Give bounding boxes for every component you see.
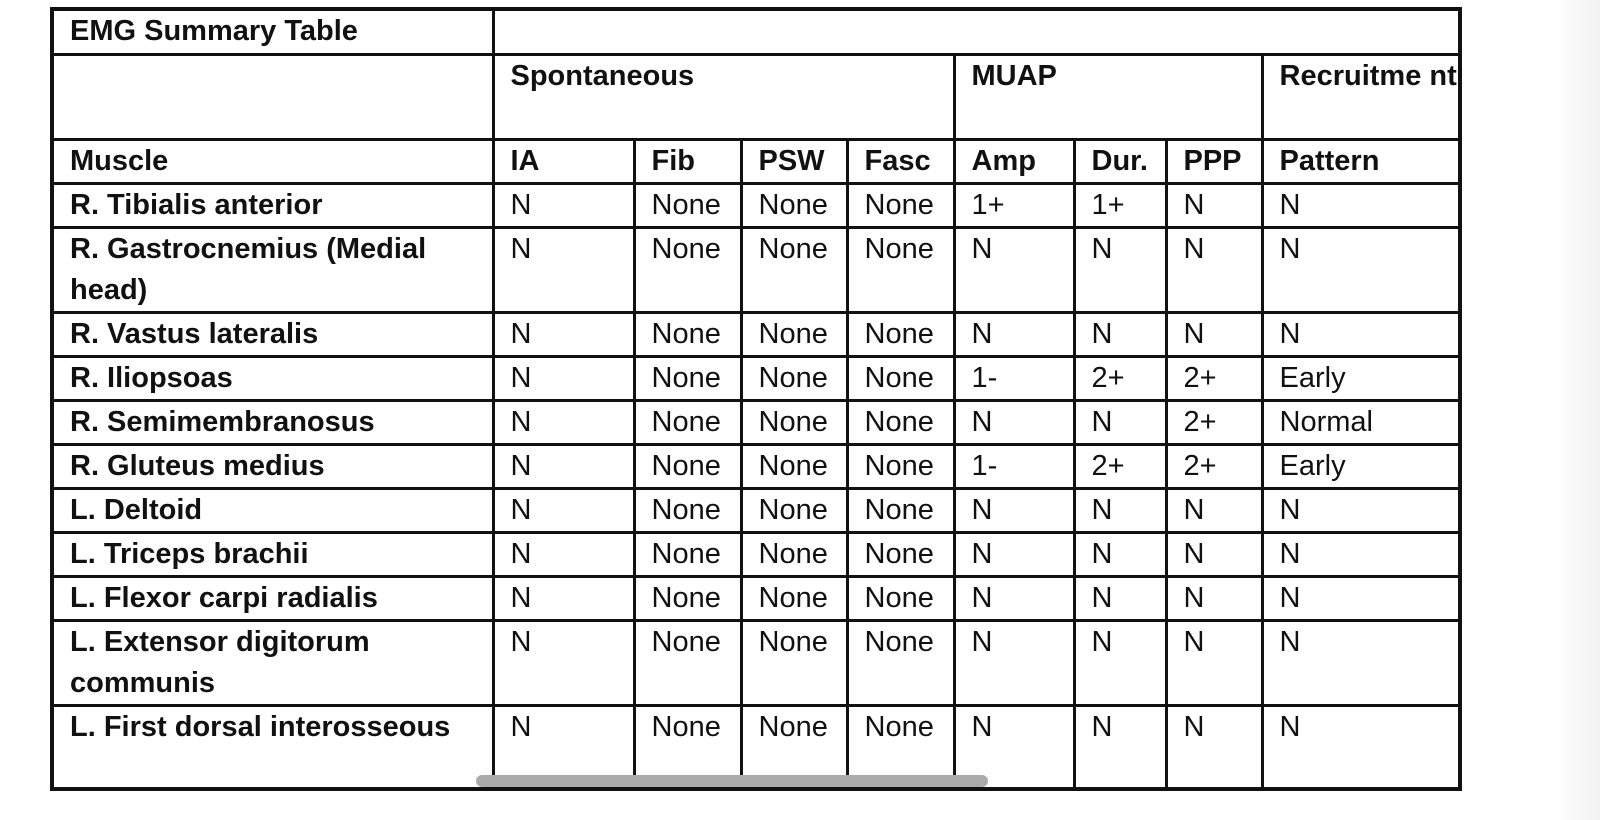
title-blank-cell [493,9,1460,55]
cell-ppp: N [1166,313,1262,357]
cell-dur: N [1074,228,1166,313]
cell-muscle: R. Gluteus medius [52,445,493,489]
cell-fasc: None [847,577,954,621]
col-header-amp: Amp [954,140,1074,184]
cell-ia: N [493,228,634,313]
cell-psw: None [741,621,847,706]
cell-fasc: None [847,533,954,577]
cell-muscle: R. Vastus lateralis [52,313,493,357]
table-row [52,184,1460,228]
cell-dur: 2+ [1074,357,1166,401]
cell-ppp: N [1166,621,1262,706]
cell-pattern: N [1262,533,1460,577]
cell-ppp: N [1166,489,1262,533]
cell-psw: None [741,184,847,228]
cell-muscle: R. Tibialis anterior [52,184,493,228]
cell-psw: None [741,228,847,313]
group-spontaneous: Spontaneous [493,55,954,140]
table-row [52,621,1460,706]
table-row [52,577,1460,621]
cell-amp: 1- [954,445,1074,489]
cell-pattern: Early [1262,357,1460,401]
cell-muscle: L. First dorsal interosseous [52,706,493,790]
col-header-ppp: PPP [1166,140,1262,184]
cell-ia: N [493,357,634,401]
col-header-fib: Fib [634,140,741,184]
cell-amp: 1+ [954,184,1074,228]
cell-amp: N [954,401,1074,445]
col-header-fasc: Fasc [847,140,954,184]
cell-fib: None [634,313,741,357]
cell-ppp: N [1166,577,1262,621]
cell-pattern: N [1262,489,1460,533]
cell-fasc: None [847,621,954,706]
group-blank-cell [52,55,493,140]
cell-fib: None [634,401,741,445]
cell-dur: N [1074,401,1166,445]
table-row [52,489,1460,533]
cell-psw: None [741,313,847,357]
cell-fasc: None [847,401,954,445]
table-row [52,533,1460,577]
cell-ia: N [493,489,634,533]
cell-fib: None [634,621,741,706]
cell-ppp: 2+ [1166,401,1262,445]
cell-fib: None [634,706,741,790]
group-header-row [52,55,1460,140]
cell-dur: 1+ [1074,184,1166,228]
cell-ia: N [493,577,634,621]
column-header-row [52,140,1460,184]
cell-muscle: L. Triceps brachii [52,533,493,577]
cell-muscle: L. Extensor digitorum communis [52,621,493,706]
cell-dur: N [1074,489,1166,533]
cell-fib: None [634,184,741,228]
cell-pattern: Normal [1262,401,1460,445]
cell-amp: N [954,313,1074,357]
cell-psw: None [741,577,847,621]
cell-amp: N [954,706,1074,790]
cell-pattern: N [1262,184,1460,228]
cell-dur: N [1074,533,1166,577]
emg-summary-table [50,7,1462,791]
cell-amp: 1- [954,357,1074,401]
cell-pattern: N [1262,706,1460,790]
cell-psw: None [741,706,847,790]
cell-fasc: None [847,228,954,313]
cell-ppp: N [1166,184,1262,228]
table-row [52,401,1460,445]
horizontal-scrollbar[interactable] [476,775,988,787]
cell-ppp: N [1166,706,1262,790]
cell-fasc: None [847,184,954,228]
cell-ia: N [493,706,634,790]
cell-pattern: N [1262,577,1460,621]
cell-dur: N [1074,706,1166,790]
cell-muscle: R. Iliopsoas [52,357,493,401]
cell-amp: N [954,228,1074,313]
cell-dur: N [1074,577,1166,621]
cell-amp: N [954,489,1074,533]
cell-ia: N [493,621,634,706]
cell-ia: N [493,533,634,577]
cell-ppp: N [1166,533,1262,577]
cell-muscle: L. Deltoid [52,489,493,533]
cell-dur: N [1074,313,1166,357]
group-muap: MUAP [954,55,1262,140]
cell-amp: N [954,533,1074,577]
cell-psw: None [741,445,847,489]
cell-fib: None [634,357,741,401]
cell-pattern: N [1262,228,1460,313]
cell-fib: None [634,577,741,621]
cell-fib: None [634,489,741,533]
cell-ia: N [493,184,634,228]
cell-fib: None [634,533,741,577]
col-header-pattern: Pattern [1262,140,1460,184]
table-row [52,445,1460,489]
cell-ppp: 2+ [1166,445,1262,489]
cell-fib: None [634,445,741,489]
cell-ppp: 2+ [1166,357,1262,401]
col-header-psw: PSW [741,140,847,184]
cell-amp: N [954,621,1074,706]
cell-pattern: Early [1262,445,1460,489]
cell-muscle: R. Semimembranosus [52,401,493,445]
cell-dur: 2+ [1074,445,1166,489]
cell-fasc: None [847,313,954,357]
cell-dur: N [1074,621,1166,706]
title-row [52,9,1460,55]
table-row [52,228,1460,313]
cell-psw: None [741,489,847,533]
cell-muscle: R. Gastrocnemius (Medial head) [52,228,493,313]
window-edge-shade [1555,0,1600,820]
cell-fasc: None [847,445,954,489]
cell-ppp: N [1166,228,1262,313]
cell-ia: N [493,445,634,489]
cell-pattern: N [1262,621,1460,706]
col-header-muscle: Muscle [52,140,493,184]
cell-fasc: None [847,489,954,533]
cell-ia: N [493,313,634,357]
cell-fasc: None [847,706,954,790]
cell-fasc: None [847,357,954,401]
table-row [52,313,1460,357]
col-header-dur: Dur. [1074,140,1166,184]
cell-psw: None [741,357,847,401]
cell-pattern: N [1262,313,1460,357]
table-row [52,357,1460,401]
col-header-ia: IA [493,140,634,184]
group-recruitment: Recruitme nt [1262,55,1460,140]
cell-amp: N [954,577,1074,621]
cell-psw: None [741,401,847,445]
table-title: EMG Summary Table [52,9,493,55]
cell-ia: N [493,401,634,445]
cell-muscle: L. Flexor carpi radialis [52,577,493,621]
cell-psw: None [741,533,847,577]
cell-fib: None [634,228,741,313]
